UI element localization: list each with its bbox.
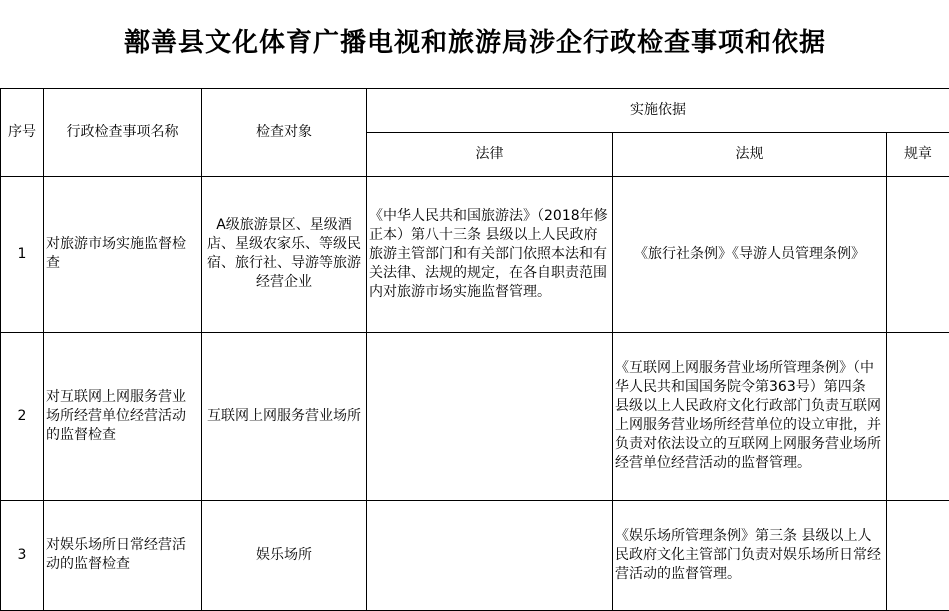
row-law: 《中华人民共和国旅游法》（2018年修正本）第八十三条 县级以上人民政府旅游主管部门和有关部门依照本法和有关法律、法规的规定，在各自职责范围内对旅游市场实施监督管理。 <box>367 176 613 332</box>
row-item-name: 对互联网上网服务营业场所经营单位经营活动的监督检查 <box>44 332 202 500</box>
row-regulation: 《互联网上网服务营业场所管理条例》（中华人民共和国国务院令第363号）第四条 县级以上人民政府文化行政部门负责互联网上网服务营业场所经营单位的设立审批，并负责对依法设立的互联网上网服务营业场所经营单位经营活动的监督管理。 <box>613 332 887 500</box>
row-index: 1 <box>1 176 44 332</box>
row-target: 互联网上网服务营业场所 <box>202 332 367 500</box>
row-item-name: 对娱乐场所日常经营活动的监督检查 <box>44 500 202 610</box>
header-rule: 规章 <box>887 132 949 176</box>
row-rule <box>887 332 949 500</box>
row-rule <box>887 176 949 332</box>
header-law: 法律 <box>367 132 613 176</box>
header-regulation: 法规 <box>613 132 887 176</box>
row-item-name: 对旅游市场实施监督检查 <box>44 176 202 332</box>
table-row <box>1 332 949 500</box>
row-law <box>367 332 613 500</box>
row-law <box>367 500 613 610</box>
row-regulation: 《旅行社条例》《导游人员管理条例》 <box>613 176 887 332</box>
table-row <box>1 176 949 332</box>
row-target: 娱乐场所 <box>202 500 367 610</box>
row-regulation: 《娱乐场所管理条例》第三条 县级以上人民政府文化主管部门负责对娱乐场所日常经营活动的监督管理。 <box>613 500 887 610</box>
table-row <box>1 500 949 610</box>
row-index: 2 <box>1 332 44 500</box>
header-basis: 实施依据 <box>367 88 949 132</box>
header-target: 检查对象 <box>202 88 367 176</box>
header-row-1 <box>1 88 949 132</box>
header-item-name: 行政检查事项名称 <box>44 88 202 176</box>
header-index: 序号 <box>1 88 44 176</box>
row-index: 3 <box>1 500 44 610</box>
row-target: A级旅游景区、星级酒店、星级农家乐、等级民宿、旅行社、导游等旅游经营企业 <box>202 176 367 332</box>
title-row <box>1 0 949 88</box>
page-title: 鄯善县文化体育广播电视和旅游局涉企行政检查事项和依据 <box>1 0 949 88</box>
row-rule <box>887 500 949 610</box>
